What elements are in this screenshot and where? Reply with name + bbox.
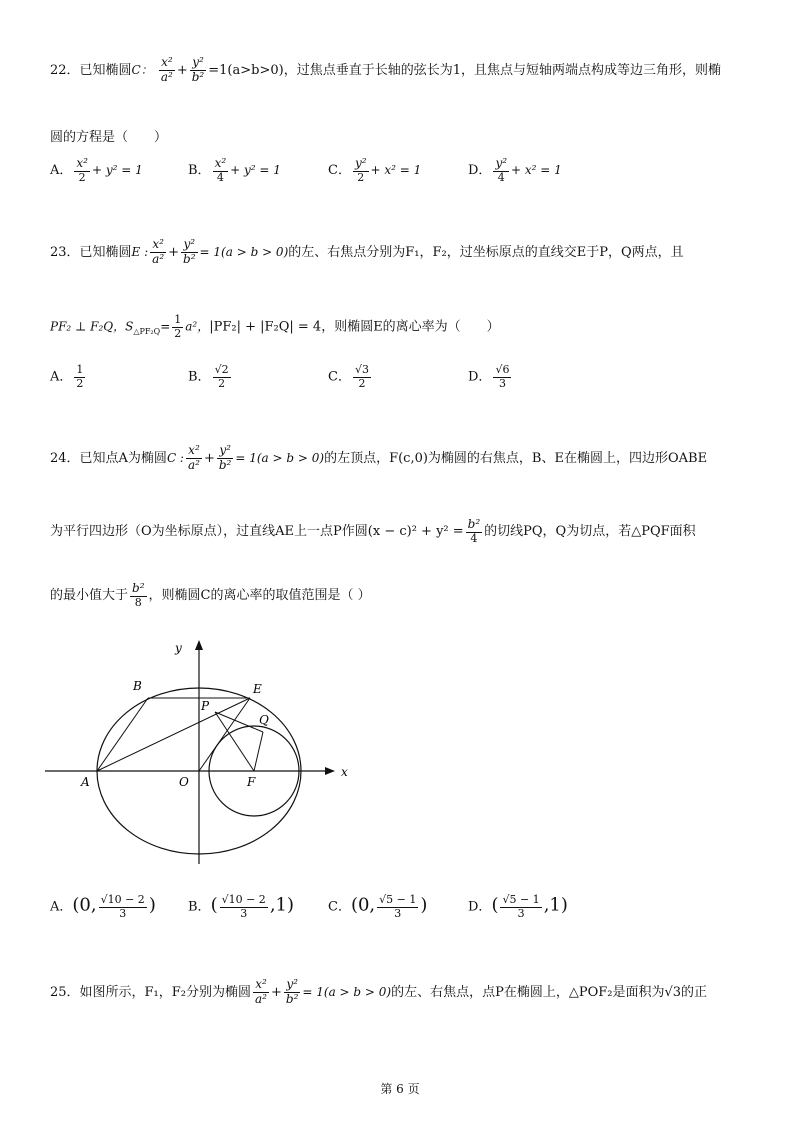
q22-prefix: 22．已知椭圆 <box>50 62 132 78</box>
label-f: F <box>247 775 256 789</box>
q22-condition: (a>b>0)，过焦点垂直于长轴的弦长为1，且焦点与短轴两端点构成等边三角形，则椭 <box>227 62 721 78</box>
q24-line3: 的最小值大于 $\frac{\text{b²}}{8}$ ，则椭圆C的离心率的取值范围是（ ） <box>50 581 371 609</box>
label-y: y <box>175 641 182 655</box>
label-o: O <box>179 775 189 789</box>
label-a: A <box>81 775 90 789</box>
q22-line1: 22．已知椭圆C： $\frac{\text{x²}}{\text{a²}}$ + $\frac{\text{y²}}{\text{b²}}$ =1(a>b>0)，过焦点垂直于长轴的弦长为1，且焦点与短轴两端点构成等边三角形，则椭 <box>50 55 721 84</box>
q22-option-d[interactable]: D． $\frac{\text{y²}}{4}$ + x² = 1 <box>468 156 562 184</box>
q24-figure <box>45 640 348 865</box>
x-axis-arrow <box>325 767 335 775</box>
q24-line2: 为平行四边形（O为坐标原点），过直线AE上一点P作圆(x − c)² + y² = $\frac{\text{b²}}{4}$ 的切线PQ，Q为切点，若△PQF面积 <box>50 517 696 545</box>
q22-curve: C： <box>131 62 153 77</box>
q22-line2: 圆的方程是（ ） <box>50 130 168 145</box>
q23-line1: 23．已知椭圆E : $\frac{\text{x²}}{\text{a²}}$ + $\frac{\text{y²}}{\text{b²}}$ = 1(a > b > 0)的左、右焦点分别为F₁，F₂，过坐标原点的直线交E于P，Q两点，且 <box>50 237 684 266</box>
q24-option-a[interactable]: A．(0, $\frac{√10 - 2}{3}$ ) <box>50 893 156 920</box>
segment-ab <box>97 698 148 771</box>
label-e: E <box>253 682 262 696</box>
q25-line1: 25．如图所示，F₁，F₂分别为椭圆 $\frac{\text{x²}}{\text{a²}}$ + $\frac{\text{y²}}{\text{b²}}$ = 1(a > b > 0)的左、右焦点，点P在椭圆上，△POF₂是面积为√3的正 <box>50 977 708 1006</box>
q23-option-a[interactable]: A． $\frac{1}{2}$ <box>50 363 84 390</box>
segment-qf <box>254 732 263 771</box>
y-axis-arrow <box>195 640 203 650</box>
label-p: P <box>201 699 210 713</box>
q22-eq-rhs: =1 <box>208 62 228 78</box>
q22-option-c[interactable]: C． $\frac{\text{y²}}{2}$ + x² = 1 <box>328 156 422 184</box>
q24-option-b[interactable]: B．( $\frac{√10 - 2}{3}$ ,1) <box>188 893 295 920</box>
q23-option-b[interactable]: B． $\frac{√2}{2}$ <box>188 363 229 390</box>
q22-option-b[interactable]: B． $\frac{\text{x²}}{4}$ + y² = 1 <box>188 156 281 184</box>
q22-frac-y: $\frac{\text{y²}}{\text{b²}}$ <box>191 55 205 84</box>
q23-option-d[interactable]: D． $\frac{√6}{3}$ <box>468 363 510 390</box>
q22-frac-x: $\frac{\text{x²}}{\text{a²}}$ <box>160 55 173 84</box>
label-b: B <box>133 679 142 693</box>
q24-option-c[interactable]: C．(0, $\frac{√5 - 1}{3}$ ) <box>328 893 428 920</box>
q23-option-c[interactable]: C． $\frac{√3}{2}$ <box>328 363 369 390</box>
q23-line2: PF₂ ⊥ F₂Q，$S_{\triangle PF_2Q}=$ $\frac{1}{2}$ a²，|PF₂| + |F₂Q| = 4，则椭圆E的离心率为（ ） <box>50 313 500 340</box>
label-x: x <box>341 765 348 779</box>
q22-option-a[interactable]: A． $\frac{\text{x²}}{2}$ + y² = 1 <box>50 156 143 184</box>
page-footer: 第 6 页 <box>380 1082 420 1096</box>
label-q: Q <box>259 713 269 727</box>
q24-option-d[interactable]: D．( $\frac{√5 - 1}{3}$ ,1) <box>468 893 568 920</box>
q24-line1: 24．已知点A为椭圆C : $\frac{\text{x²}}{\text{a²}}$ + $\frac{\text{y²}}{\text{b²}}$ = 1(a > b > 0)的左顶点，F(c,0)为椭圆的右焦点，B、E在椭圆上，四边形OABE <box>50 443 708 472</box>
